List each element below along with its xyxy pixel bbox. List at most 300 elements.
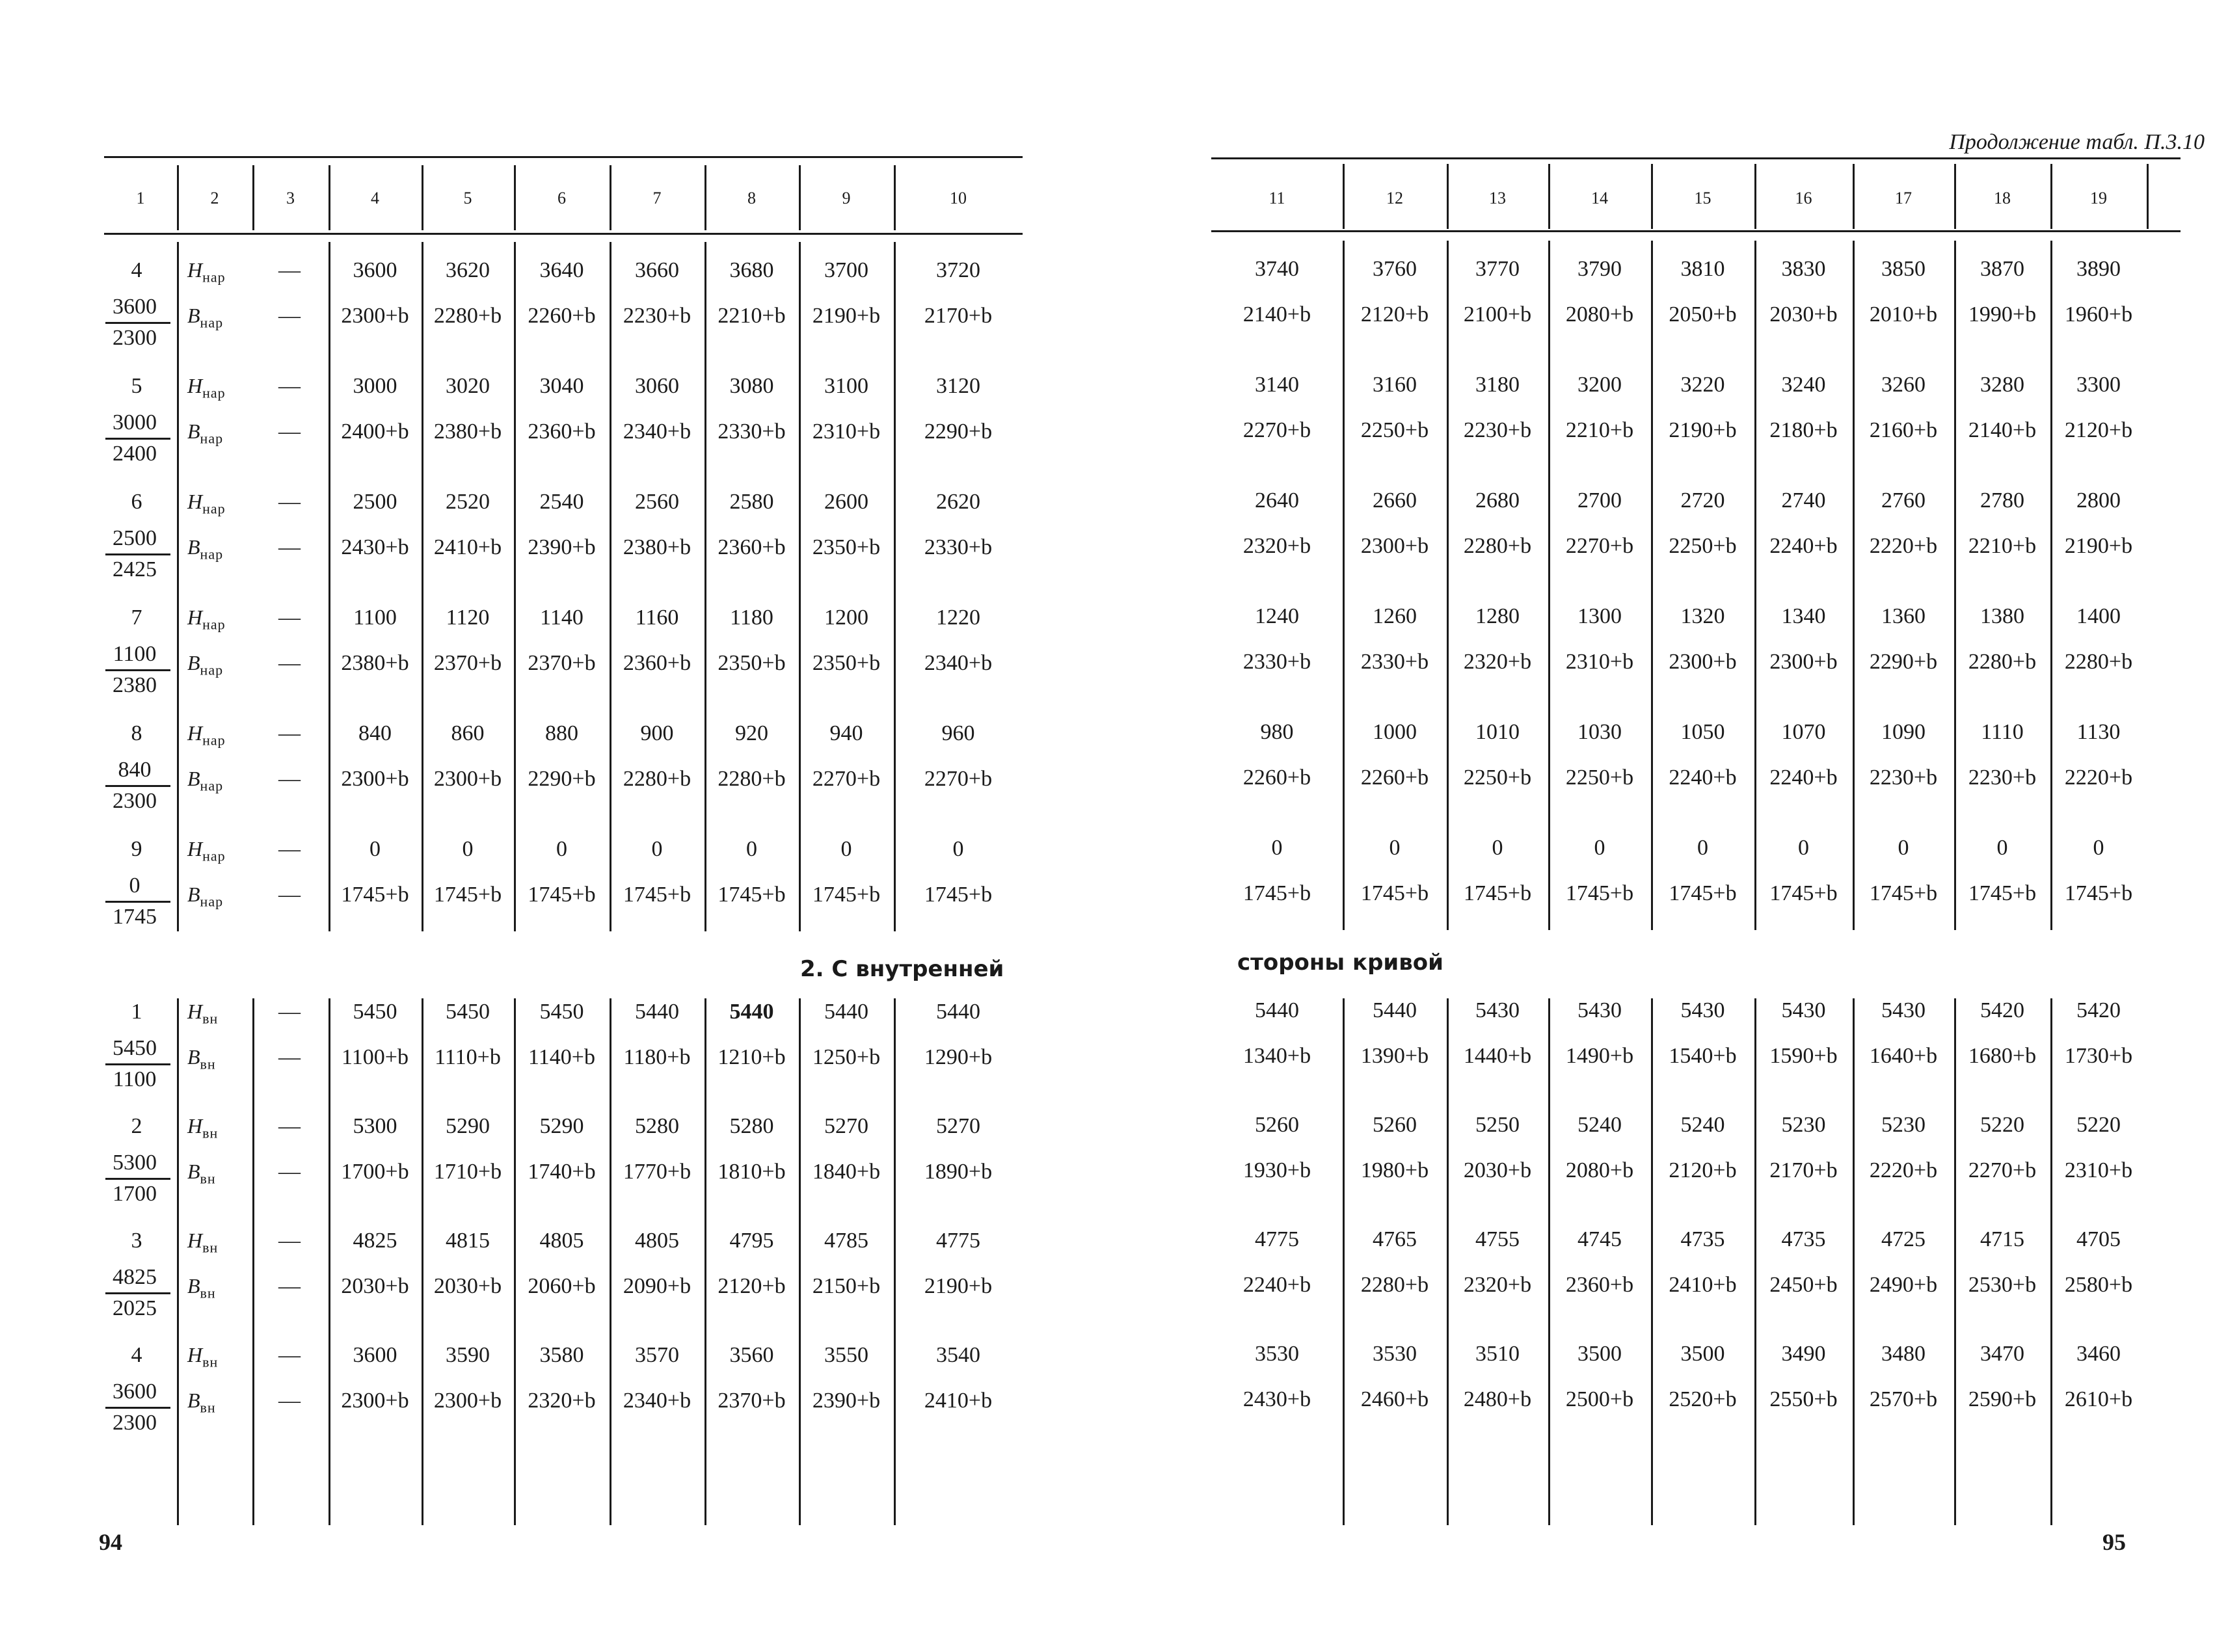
h-value: 1400 [2076,604,2121,628]
b-value: 2150+b [812,1274,881,1298]
b-value: 2010+b [1869,302,1938,326]
fraction-bar [105,1407,170,1409]
column-divider [514,998,516,1525]
b-value: 1180+b [623,1045,691,1069]
h-value: 4725 [1881,1227,1926,1251]
b-value: 1745+b [924,883,993,907]
row-fraction [99,1265,170,1321]
b-value: 2300+b [433,1389,502,1413]
header-divider [2050,164,2052,229]
b-value: 2290+b [528,767,596,791]
header-divider [1954,164,1956,229]
b-value: 2300+b [1669,650,1737,674]
b-value: 2330+b [718,420,786,444]
table-top-rule [104,156,1023,158]
b-value: 2300+b [1769,650,1838,674]
column-divider [1651,998,1653,1525]
h-value: 5230 [1881,1113,1926,1137]
b-value: 2500+b [1565,1387,1634,1411]
h-value: 1120 [446,606,490,630]
b-label [187,652,223,677]
fraction-numerator: 840 [118,758,152,782]
dash: — [278,767,301,791]
b-label [187,768,223,793]
h-value: 1130 [2076,720,2121,744]
h-subscript: нар [202,269,226,286]
b-value: 2450+b [1769,1273,1838,1297]
h-value: 3220 [1680,373,1725,397]
fraction-denominator: 2300 [113,1411,157,1435]
h-value: 3870 [1980,257,2024,281]
header-divider [2147,164,2149,229]
b-symbol: B [187,1274,200,1298]
h-value: 3770 [1475,257,1520,281]
column-header: 9 [842,189,851,207]
h-value: 4825 [353,1229,397,1253]
fraction-numerator: 5300 [113,1151,157,1175]
h-value: 960 [941,721,975,745]
header-divider [1447,164,1449,229]
b-value: 2360+b [718,535,786,559]
b-value: 1745+b [1669,881,1737,905]
b-value: 2300+b [341,304,409,328]
h-value: 1140 [540,606,584,630]
b-subscript: вн [200,1285,216,1301]
b-value: 2270+b [812,767,881,791]
column-header: 8 [747,189,756,207]
b-subscript: нар [200,661,224,678]
h-value: 0 [2093,836,2104,860]
b-value: 2320+b [1242,534,1311,558]
h-value: 1010 [1475,720,1520,744]
column-header: 2 [210,189,219,207]
column-divider [799,998,801,1525]
b-symbol: B [187,883,200,906]
b-value: 2300+b [341,1389,409,1413]
h-value: 0 [369,837,381,861]
h-symbol: H [187,721,203,745]
h-value: 1090 [1881,720,1926,744]
b-value: 1930+b [1242,1158,1311,1182]
h-value: 4815 [446,1229,490,1253]
h-label [187,491,226,516]
dash: — [278,651,301,675]
h-value: 5290 [539,1114,584,1138]
row-number: 6 [131,490,142,514]
continuation-note: Продолжение табл. П.3.10 [1949,130,2205,154]
dash: — [278,1389,301,1413]
h-value: 5280 [635,1114,679,1138]
table-header-rule [104,233,1023,235]
h-subscript: вн [202,1010,219,1027]
b-value: 1740+b [528,1160,596,1184]
b-value: 1340+b [1242,1044,1311,1068]
b-value: 1745+b [623,883,691,907]
h-value: 0 [1798,836,1809,860]
b-symbol: B [187,1045,200,1069]
header-divider [422,165,423,230]
b-label [187,537,223,561]
h-value: 4715 [1980,1227,2024,1251]
h-value: 1100 [353,606,397,630]
h-value: 0 [1492,836,1503,860]
h-value: 920 [735,721,768,745]
h-value: 0 [1898,836,1909,860]
h-value: 4765 [1373,1227,1417,1251]
b-subscript: вн [200,1170,216,1187]
b-label [187,421,223,446]
fraction-denominator: 2300 [113,326,157,350]
b-symbol: B [187,1160,200,1183]
h-value: 3530 [1255,1342,1299,1366]
h-label [187,375,226,400]
column-divider [610,242,611,931]
fraction-denominator: 1700 [113,1182,157,1206]
h-value: 3700 [824,258,868,282]
b-value: 2350+b [718,651,786,675]
b-value: 2280+b [718,767,786,791]
column-divider [1343,241,1345,930]
h-value: 5440 [1255,998,1299,1022]
h-value: 3500 [1577,1342,1622,1366]
h-value: 2520 [446,490,490,514]
h-value: 0 [952,837,964,861]
b-value: 1810+b [718,1160,786,1184]
b-value: 2340+b [623,1389,691,1413]
h-value: 0 [462,837,474,861]
b-value: 1745+b [528,883,596,907]
column-divider [252,998,254,1525]
b-value: 2050+b [1669,302,1737,326]
b-value: 2270+b [1565,534,1634,558]
b-value: 2180+b [1769,418,1838,442]
b-value: 2190+b [1669,418,1737,442]
b-value: 2330+b [924,535,993,559]
h-value: 3000 [353,374,397,398]
h-value: 5420 [1980,998,2024,1022]
b-value: 2520+b [1669,1387,1737,1411]
h-value: 3500 [1680,1342,1725,1366]
b-value: 2360+b [1565,1273,1634,1297]
column-divider [1754,241,1756,930]
h-value: 5260 [1255,1113,1299,1137]
h-value: 4795 [729,1229,774,1253]
b-value: 2380+b [623,535,691,559]
b-value: 2240+b [1769,766,1838,790]
header-divider [177,165,179,230]
b-value: 2370+b [433,651,502,675]
b-label [187,1046,216,1071]
b-value: 1290+b [924,1045,993,1069]
row-number: 1 [131,1000,142,1024]
b-value: 2030+b [433,1274,502,1298]
b-value: 2280+b [623,767,691,791]
b-value: 2260+b [1242,766,1311,790]
h-value: 4745 [1577,1227,1622,1251]
b-value: 2410+b [433,535,502,559]
fraction-bar [105,1178,170,1180]
b-subscript: нар [200,777,224,794]
b-value: 2290+b [1869,650,1938,674]
row-number: 2 [131,1114,142,1138]
h-value: 1180 [730,606,773,630]
h-value: 2660 [1373,488,1417,513]
column-header: 18 [1994,189,2011,207]
h-value: 1240 [1255,604,1299,628]
dash: — [278,490,301,514]
b-value: 2280+b [1968,650,2037,674]
header-divider [799,165,801,230]
b-value: 2210+b [1565,418,1634,442]
row-fraction [99,642,170,698]
b-value: 2260+b [1360,766,1429,790]
row-fraction [99,1379,170,1435]
h-value: 3510 [1475,1342,1520,1366]
b-value: 2400+b [341,420,409,444]
h-value: 940 [829,721,863,745]
h-subscript: нар [202,732,226,749]
h-label [187,838,226,863]
b-value: 2370+b [528,651,596,675]
b-value: 1745+b [718,883,786,907]
header-divider [1754,164,1756,229]
h-subscript: нар [202,616,226,633]
h-value: 0 [746,837,757,861]
fraction-bar [105,438,170,440]
column-header: 19 [2090,189,2107,207]
dash: — [278,1000,301,1024]
h-value: 1340 [1781,604,1826,628]
h-symbol: H [187,1000,203,1023]
column-header: 11 [1268,189,1285,207]
b-value: 2060+b [528,1274,596,1298]
column-header: 10 [950,189,967,207]
h-value: 0 [1389,836,1401,860]
b-value: 2210+b [1968,534,2037,558]
b-subscript: нар [200,893,224,910]
h-value: 4775 [936,1229,980,1253]
h-value: 3590 [446,1343,490,1367]
b-value: 1770+b [623,1160,691,1184]
fraction-numerator: 0 [129,873,141,898]
dash: — [278,1274,301,1298]
b-value: 2120+b [2064,418,2133,442]
h-value: 3570 [635,1343,679,1367]
b-value: 2190+b [812,304,881,328]
b-symbol: B [187,1389,200,1412]
b-value: 2090+b [623,1274,691,1298]
b-value: 1440+b [1463,1044,1532,1068]
dash: — [278,883,301,907]
b-symbol: B [187,767,200,790]
column-header: 15 [1694,189,1711,207]
fraction-bar [105,1063,170,1065]
column-divider [329,242,330,931]
header-divider [252,165,254,230]
b-value: 1540+b [1669,1044,1737,1068]
b-value: 2580+b [2064,1273,2133,1297]
dash: — [278,1114,301,1138]
h-value: 3460 [2076,1342,2121,1366]
fraction-numerator: 2500 [113,526,157,550]
b-value: 1745+b [1968,881,2037,905]
b-label [187,884,223,909]
fraction-bar [105,785,170,787]
h-subscript: вн [202,1125,219,1141]
h-value: 4805 [635,1229,679,1253]
dash: — [278,535,301,559]
h-symbol: H [187,1229,203,1252]
b-value: 1640+b [1869,1044,1938,1068]
h-value: 1280 [1475,604,1520,628]
column-divider [705,998,706,1525]
b-value: 2230+b [623,304,691,328]
h-value: 2620 [936,490,980,514]
h-value: 5440 [824,1000,868,1024]
b-subscript: нар [200,546,224,563]
h-label [187,1001,218,1026]
b-value: 2340+b [924,651,993,675]
dash: — [278,1343,301,1367]
b-value: 2230+b [1869,766,1938,790]
h-value: 3160 [1373,373,1417,397]
header-divider [1651,164,1653,229]
b-value: 2270+b [924,767,993,791]
b-value: 1100+b [342,1045,409,1069]
h-value: 2780 [1980,488,2024,513]
b-subscript: нар [200,314,224,331]
b-value: 2280+b [1463,534,1532,558]
h-value: 3480 [1881,1342,1926,1366]
column-divider [705,242,706,931]
h-value: 0 [556,837,567,861]
column-divider [1754,998,1756,1525]
column-divider [422,998,423,1525]
b-label [187,305,223,330]
b-value: 2230+b [1463,418,1532,442]
h-value: 1300 [1577,604,1622,628]
b-value: 2170+b [924,304,993,328]
column-divider [1954,241,1956,930]
fraction-bar [105,553,170,555]
column-divider [422,242,423,931]
h-value: 3680 [729,258,774,282]
b-value: 2250+b [1463,766,1532,790]
b-value: 2080+b [1565,302,1634,326]
dash: — [278,1160,301,1184]
h-value: 3240 [1781,373,1826,397]
h-value: 880 [545,721,578,745]
h-value: 0 [1996,836,2008,860]
b-symbol: B [187,304,200,327]
b-value: 1745+b [341,883,409,907]
b-value: 2340+b [623,420,691,444]
dash: — [278,420,301,444]
h-value: 4735 [1680,1227,1725,1251]
b-value: 2280+b [2064,650,2133,674]
header-divider [329,165,330,230]
h-value: 2600 [824,490,868,514]
b-value: 2210+b [718,304,786,328]
column-header: 5 [463,189,472,207]
b-subscript: вн [200,1399,216,1416]
h-value: 5440 [635,1000,679,1024]
table-header-rule [1211,230,2181,232]
h-value: 2540 [539,490,584,514]
column-header: 3 [286,189,295,207]
b-value: 1745+b [1360,881,1429,905]
b-value: 2480+b [1463,1387,1532,1411]
b-value: 1140+b [528,1045,595,1069]
h-symbol: H [187,606,203,629]
h-symbol: H [187,1114,203,1138]
b-value: 2310+b [812,420,881,444]
h-value: 5450 [539,1000,584,1024]
b-value: 2610+b [2064,1387,2133,1411]
h-label [187,607,226,632]
h-value: 3760 [1373,257,1417,281]
b-value: 2250+b [1669,534,1737,558]
h-value: 1220 [936,606,980,630]
b-value: 2490+b [1869,1273,1938,1297]
b-value: 1590+b [1769,1044,1838,1068]
column-divider [514,242,516,931]
b-label [187,1275,216,1300]
row-fraction [99,873,170,929]
h-value: 0 [1697,836,1708,860]
b-value: 2190+b [924,1274,993,1298]
h-value: 3890 [2076,257,2121,281]
h-subscript: нар [202,384,226,401]
column-divider [1548,998,1550,1525]
b-value: 2310+b [2064,1158,2133,1182]
h-value: 5440 [729,1000,774,1024]
column-divider [1651,241,1653,930]
h-value: 5440 [1373,998,1417,1022]
h-value: 4755 [1475,1227,1520,1251]
h-value: 3540 [936,1343,980,1367]
h-value: 5220 [1980,1113,2024,1137]
b-value: 2570+b [1869,1387,1938,1411]
b-symbol: B [187,535,200,559]
b-value: 2290+b [924,420,993,444]
h-value: 980 [1260,720,1294,744]
b-subscript: нар [200,430,224,447]
h-symbol: H [187,374,203,397]
b-value: 2030+b [1769,302,1838,326]
b-value: 2410+b [1669,1273,1737,1297]
h-value: 3140 [1255,373,1299,397]
b-value: 2590+b [1968,1387,2037,1411]
b-subscript: вн [200,1056,216,1072]
h-value: 1030 [1577,720,1622,744]
b-value: 2320+b [1463,1273,1532,1297]
column-header: 17 [1895,189,1912,207]
column-divider [1343,998,1345,1525]
header-divider [1343,164,1345,229]
b-symbol: B [187,651,200,674]
b-value: 1960+b [2064,302,2133,326]
b-value: 2250+b [1360,418,1429,442]
row-number: 4 [131,258,142,282]
b-value: 2350+b [812,651,881,675]
fraction-denominator: 1745 [113,905,157,929]
b-value: 1680+b [1968,1044,2037,1068]
section-caption: 2. С внутренней [800,956,1004,982]
b-value: 2220+b [1869,534,1938,558]
h-value: 3040 [539,374,584,398]
b-value: 2430+b [341,535,409,559]
